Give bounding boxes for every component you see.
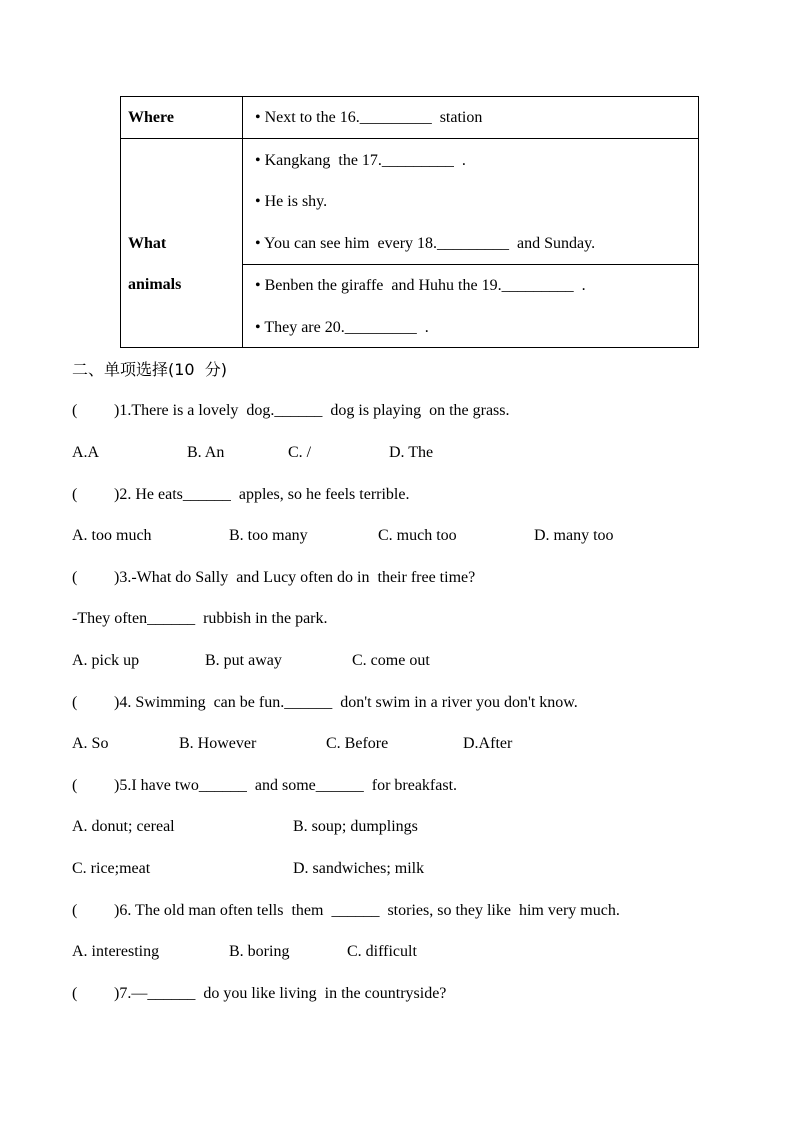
bullet-icon: •	[255, 235, 261, 252]
option-c: C. much too	[378, 527, 457, 544]
bullet-icon: •	[255, 109, 261, 126]
option-c: C. Before	[326, 735, 389, 752]
table-column-divider	[242, 96, 243, 348]
option-d: D. many too	[534, 527, 614, 544]
answer-blank[interactable]: (	[72, 694, 78, 711]
answer-blank[interactable]: (	[72, 985, 78, 1002]
question-3: ( )3.-What do Sally and Lucy often do in their free time?	[72, 569, 476, 586]
question-7: ( )7.—______ do you like living in the countryside?	[72, 985, 447, 1002]
option-c: C. difficult	[347, 943, 417, 960]
option-b: B. An	[187, 444, 225, 461]
bullet-icon: •	[255, 193, 261, 210]
option-c: C. /	[288, 444, 312, 461]
table-border-top	[120, 96, 699, 97]
table-label-where: Where	[128, 109, 174, 126]
option-d: D. sandwiches; milk	[293, 860, 425, 877]
option-a: A. too much	[72, 527, 152, 544]
option-a: A. pick up	[72, 652, 140, 669]
option-d: D. The	[389, 444, 434, 461]
answer-blank[interactable]: (	[72, 486, 78, 503]
table-line: • Kangkang the 17._________ .	[255, 152, 466, 169]
question-3-response: -They often______ rubbish in the park.	[72, 610, 328, 627]
option-a: A. So	[72, 735, 109, 752]
answer-blank[interactable]: (	[72, 569, 78, 586]
answer-blank[interactable]: (	[72, 402, 78, 419]
question-4: ( )4. Swimming can be fun.______ don't swim in a river you don't know.	[72, 694, 578, 711]
question-6: ( )6. The old man often tells them ______ stories, so they like him very much.	[72, 902, 620, 919]
table-subrow-divider	[242, 264, 699, 265]
section-heading: 二、单项选择(10 分)	[72, 360, 228, 379]
table-line: • Next to the 16._________ station	[255, 109, 483, 126]
option-a: A.A	[72, 444, 100, 461]
bullet-icon: •	[255, 277, 261, 294]
option-a: A. donut; cereal	[72, 818, 175, 835]
question-5: ( )5.I have two______ and some______ for breakfast.	[72, 777, 458, 794]
table-line: • They are 20._________ .	[255, 319, 429, 336]
table-row-divider	[120, 138, 699, 139]
table-border-left	[120, 96, 121, 348]
table-label-what: What	[128, 235, 167, 252]
answer-blank[interactable]: (	[72, 902, 78, 919]
answer-blank[interactable]: (	[72, 777, 78, 794]
question-1: ( )1.There is a lovely dog.______ dog is playing on the grass.	[72, 402, 510, 419]
bullet-icon: •	[255, 319, 261, 336]
option-c: C. come out	[352, 652, 430, 669]
option-b: B. boring	[229, 943, 290, 960]
option-c: C. rice;meat	[72, 860, 151, 877]
option-a: A. interesting	[72, 943, 160, 960]
option-b: B. However	[179, 735, 257, 752]
table-line: • Benben the giraffe and Huhu the 19._________ .	[255, 277, 586, 294]
table-line: • He is shy.	[255, 193, 328, 210]
option-d: D.After	[463, 735, 513, 752]
table-border-bottom	[120, 347, 699, 348]
table-line: • You can see him every 18._________ and Sunday.	[255, 235, 596, 252]
option-b: B. put away	[205, 652, 282, 669]
table-label-animals: animals	[128, 276, 182, 293]
bullet-icon: •	[255, 152, 261, 169]
question-2: ( )2. He eats______ apples, so he feels terrible.	[72, 486, 410, 503]
option-b: B. too many	[229, 527, 308, 544]
option-b: B. soup; dumplings	[293, 818, 418, 835]
table-border-right	[698, 96, 699, 348]
